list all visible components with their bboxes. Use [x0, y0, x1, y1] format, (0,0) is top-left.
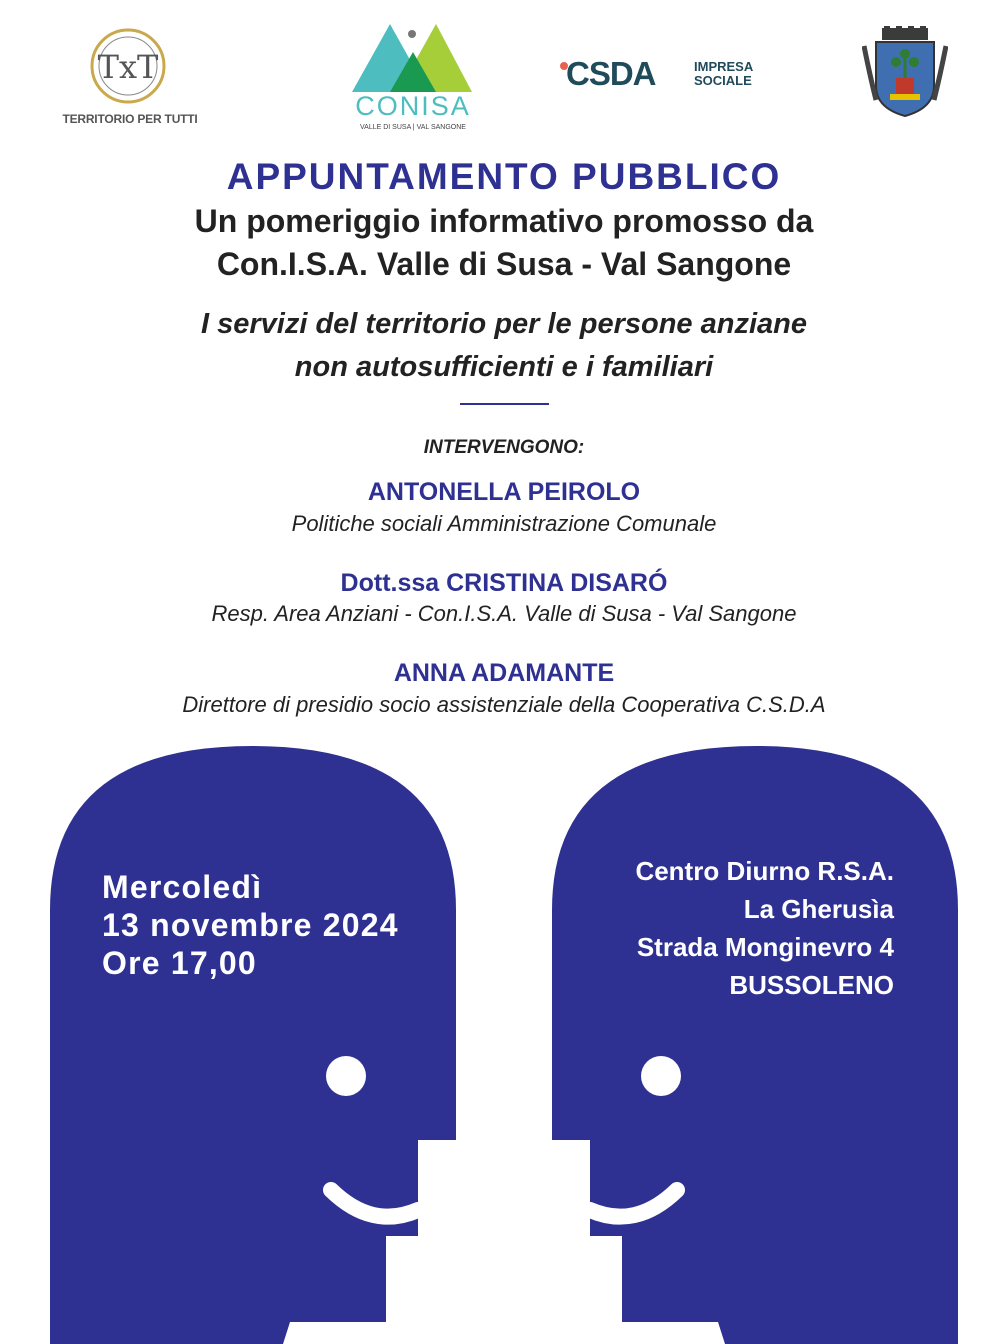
conisa-name: CONISA: [355, 91, 471, 121]
left-head-shape: [50, 746, 456, 1344]
conisa-subtitle: VALLE DI SUSA | VAL SANGONE: [360, 124, 466, 131]
venue-town: BUSSOLENO: [729, 970, 894, 1000]
txt-mark: TxT: [97, 48, 159, 86]
event-topic-line2: non autosufficienti e i familiari: [294, 351, 714, 383]
left-eye: [326, 1056, 366, 1096]
csda-subtitle-line1: IMPRESA: [694, 59, 754, 74]
speaker-role: Direttore di presidio socio assistenziale della Cooperativa C.S.D.A: [182, 692, 826, 717]
speaker-name: ANNA ADAMANTE: [393, 659, 615, 687]
speaker-name: Dott.ssa CRISTINA DISARÓ: [340, 569, 668, 597]
speaker-name: ANTONELLA PEIROLO: [367, 478, 641, 506]
event-subtitle-line2: Con.I.S.A. Valle di Susa - Val Sangone: [216, 246, 792, 282]
event-subtitle-line1: Un pomeriggio informativo promosso da: [194, 203, 814, 239]
txt-caption: TERRITORIO PER TUTTI: [62, 112, 198, 126]
event-title: APPUNTAMENTO PUBBLICO: [226, 156, 782, 197]
csda-name: CSDA: [566, 55, 656, 92]
event-date: 13 novembre 2024: [102, 907, 399, 943]
event-venue: [635, 852, 894, 1004]
event-topic-line1: I servizi del territorio per le persone anziane: [201, 308, 807, 340]
event-datetime: [102, 868, 399, 982]
speakers-heading: INTERVENGONO:: [423, 437, 585, 458]
venue-address: Strada Monginevro 4: [636, 932, 894, 962]
venue-line2: La Gherusìa: [743, 894, 894, 924]
event-time: Ore 17,00: [102, 945, 257, 981]
speaker-role: Politiche sociali Amministrazione Comunale: [291, 511, 717, 536]
csda-subtitle-line2: SOCIALE: [694, 73, 752, 88]
speaker-role: Resp. Area Anziani - Con.I.S.A. Valle di Susa - Val Sangone: [211, 601, 797, 626]
event-day: Mercoledì: [102, 869, 263, 905]
right-head-shape: [552, 746, 958, 1344]
venue-line1: Centro Diurno R.S.A.: [635, 856, 894, 886]
right-eye: [641, 1056, 681, 1096]
